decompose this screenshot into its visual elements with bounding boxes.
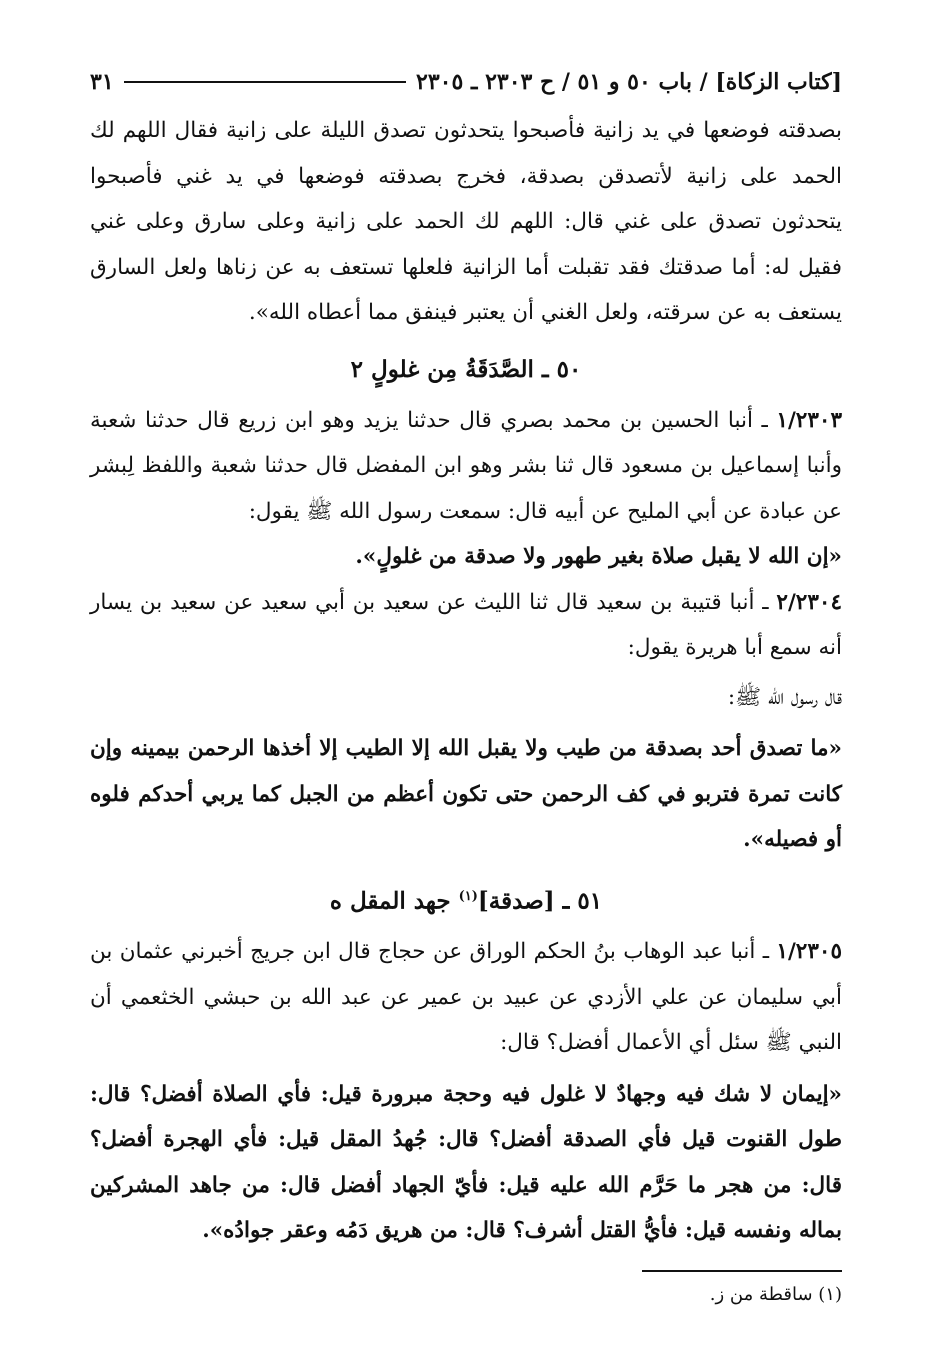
hadith-2305-isnad — [90, 929, 842, 1066]
hadith-number: ٢/٢٣٠٤ — [776, 589, 842, 615]
heading-51-text-b: جهد المقل ه — [329, 887, 459, 915]
hadith-number: ١/٢٣٠٣ — [776, 407, 842, 433]
running-title: [كتاب الزكاة] / باب ٥٠ و ٥١ / ح ٢٣٠٣ ـ ٢٣٠٥ — [416, 69, 842, 95]
isnad-text: ـ أنبا عبد الوهاب بنُ الحكم الوراق عن حجاج قال ابن جريج أخبرني عثمان بن أبي سليمان عن علي الأزدي عن عبيد بن عمير عن عبد الله بن حبشي الخثعمي أن النبي ﷺ سئل أي الأعمال أفضل؟ قال: — [90, 939, 842, 1056]
header-rule — [124, 81, 406, 83]
hadith-number: ١/٢٣٠٥ — [776, 939, 842, 965]
hadith-2303-isnad — [90, 398, 842, 535]
isnad-text: ـ أنبا الحسين بن محمد بصري قال حدثنا يزيد وهو ابن زريع قال حدثنا شعبة وأنبا إسماعيل بن مسعود قال ثنا بشر وهو ابن المفضل قال حدثنا شعبة واللفظ لِبشر عن عبادة عن أبي المليح عن أبيه قال: سمعت رسول الله ﷺ يقول: — [90, 407, 842, 524]
hadith-2304-matn: «ما تصدق أحد بصدقة من طيب ولا يقبل الله إلا الطيب إلا أخذها الرحمن بيمينه وإن كانت تمرة فتربو في كف الرحمن حتى تكون أعظم من الجبل كما يربي أحدكم فلوه أو فصيله». — [90, 736, 842, 852]
hadith-2304-qala: قال رسول الله ﷺ: — [727, 684, 842, 710]
chapter-heading-50: ٥٠ ـ الصَّدَقَةُ مِن غلولٍ ۲ — [350, 355, 582, 383]
isnad-text: ـ أنبا قتيبة بن سعيد قال ثنا الليث عن سعيد بن أبي سعيد عن سعيد بن يسار أنه سمع أبا هريرة يقول: — [90, 589, 842, 660]
footnote-ref: (١) — [458, 888, 478, 904]
heading-51-text: ٥١ ـ [صدقة] — [477, 887, 603, 915]
page-header — [90, 62, 842, 102]
page-number: ٣١ — [90, 69, 114, 95]
chapter-heading-51 — [90, 873, 842, 926]
hadith-2303-matn: «إن الله لا يقبل صلاة بغير طهور ولا صدقة من غلولٍ». — [355, 544, 842, 569]
hadith-2305-matn: «إيمان لا شك فيه وجهادٌ لا غلول فيه وحجة مبرورة قيل: فأي الصلاة أفضل؟ قال: طول القنوت قيل فأي الصدقة أفضل؟ قال: جُهدُ المقل قيل: فأي الهجرة أفضل؟ قال: من هجر ما حَرَّم الله عليه قيل: فأيّ الجهاد أفضل قال: من جاهد المشركين بماله ونفسه قيل: فأيُّ القتل أشرف؟ قال: من هريق دَمُه وعقر جوادُه». — [90, 1081, 842, 1244]
intro-paragraph: بصدقته فوضعها في يد زانية فأصبحوا يتحدثون تصدق الليلة على زانية فقال اللهم لك الحمد على زانية لأتصدقن بصدقة، فخرج بصدقته فوضعها في يد غني فأصبحوا يتحدثون تصدق على غني قال: اللهم لك الحمد على زانية وعلى سارق وعلى غني فقيل له: أما صدقتك فقد تقبلت أما الزانية فلعلها تستعف به عن زناها ولعل السارق يستعف به عن سرقته، ولعل الغني أن يعتبر فينفق مما أعطاه الله». — [90, 118, 842, 325]
footnote-separator — [642, 1270, 842, 1272]
footnote: (١) ساقطة من ز. — [709, 1283, 842, 1305]
hadith-2304-isnad — [90, 580, 842, 671]
